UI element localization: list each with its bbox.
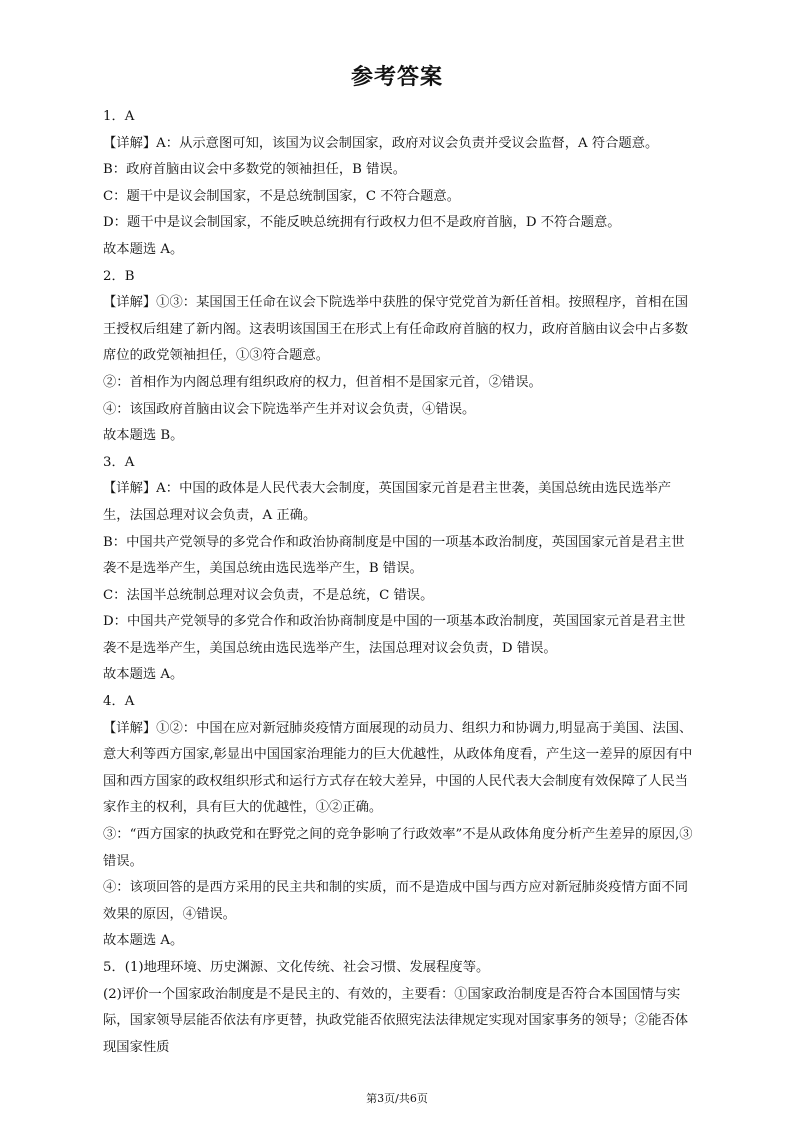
q1-conclusion: 故本题选 A。 [103, 241, 184, 257]
q4-answer: 4．A [103, 694, 135, 710]
q4-conclusion: 故本题选 A。 [103, 933, 184, 949]
q5-part2: (2)评价一个国家政治制度是不是民主的、有效的，主要看：①国家政治制度是否符合本国国情与实际，国家领导层能否依法有序更替，执政党能否依照宪法法律规定实现对国家事务的领导；②能否体现国家性质 [103, 986, 689, 1055]
q2-explanation-4: ④：该国政府首脑由议会下院选举产生并对议会负责，④错误。 [103, 401, 476, 417]
q4-explanation-3: ③：“西方国家的执政党和在野党之间的竞争影响了行政效率”不是从政体角度分析产生差异的原因,③错误。 [103, 827, 693, 869]
q3-explanation-c: C：法国半总统制总理对议会负责，不是总统，C 错误。 [103, 587, 434, 603]
q4-explanation-4: ④：该项回答的是西方采用的民主共和制的实质，而不是造成中国与西方应对新冠肺炎疫情方面不同效果的原因，④错误。 [103, 880, 689, 922]
q3-explanation-b: B：中国共产党领导的多党合作和政治协商制度是中国的一项基本政治制度，英国国家元首是君主世袭不是选举产生，美国总统由选民选举产生，B 错误。 [103, 534, 685, 577]
q1-explanation-a: 【详解】A：从示意图可知，该国为议会制国家，政府对议会负责并受议会监督，A 符合题意。 [103, 135, 659, 151]
q3-explanation-a: 【详解】A：中国的政体是人民代表大会制度，英国国家元首是君主世袭，美国总统由选民选举产生，法国总理对议会负责，A 正确。 [103, 481, 672, 523]
q2-explanation-13: 【详解】①③：某国国王任命在议会下院选举中获胜的保守党党首为新任首相。按照程序，首相在国王授权后组建了新内阁。这表明该国国王在形式上有任命政府首脑的权力，政府首脑由议会中占多数席位的政党领袖担任，①③符合题意。 [103, 295, 689, 364]
q3-explanation-d: D：中国共产党领导的多党合作和政治协商制度是中国的一项基本政治制度，英国国家元首是君主世袭不是选举产生，美国总统由选民选举产生，法国总理对议会负责，D 错误。 [103, 614, 686, 656]
page-title: 参考答案 [350, 65, 443, 90]
q2-conclusion: 故本题选 B。 [103, 428, 184, 444]
q1-explanation-d: D：题干中是议会制国家，不能反映总统拥有行政权力但不是政府首脑，D 不符合题意。 [103, 215, 621, 231]
q5-part1: 5．(1)地理环境、历史渊源、文化传统、社会习惯、发展程度等。 [103, 960, 490, 975]
q3-answer: 3．A [103, 454, 135, 470]
q1-answer: 1．A [103, 109, 135, 124]
q3-conclusion: 故本题选 A。 [103, 667, 184, 683]
page-footer: 第3页/共6页 [366, 1092, 428, 1105]
q1-explanation-c: C：题干中是议会制国家，不是总统制国家，C 不符合题意。 [103, 188, 460, 204]
answer-content [103, 104, 697, 1061]
q4-explanation-12: 【详解】①②：中国在应对新冠肺炎疫情方面展现的动员力、组织力和协调力,明显高于美国、法国、意大利等西方国家,彰显出中国国家治理能力的巨大优越性，从政体角度看，产生这一差异的原因有中国和西方国家的政权组织形式和运行方式存在较大差异，中国的人民代表大会制度有效保障了人民当家作主的权利，具有巨大的优越性，①②正确。 [103, 720, 693, 816]
q2-explanation-2: ②：首相作为内阁总理有组织政府的权力，但首相不是国家元首，②错误。 [103, 374, 542, 390]
q2-answer: 2．B [103, 268, 135, 284]
q1-explanation-b: B：政府首脑由议会中多数党的领袖担任，B 错误。 [103, 162, 407, 178]
